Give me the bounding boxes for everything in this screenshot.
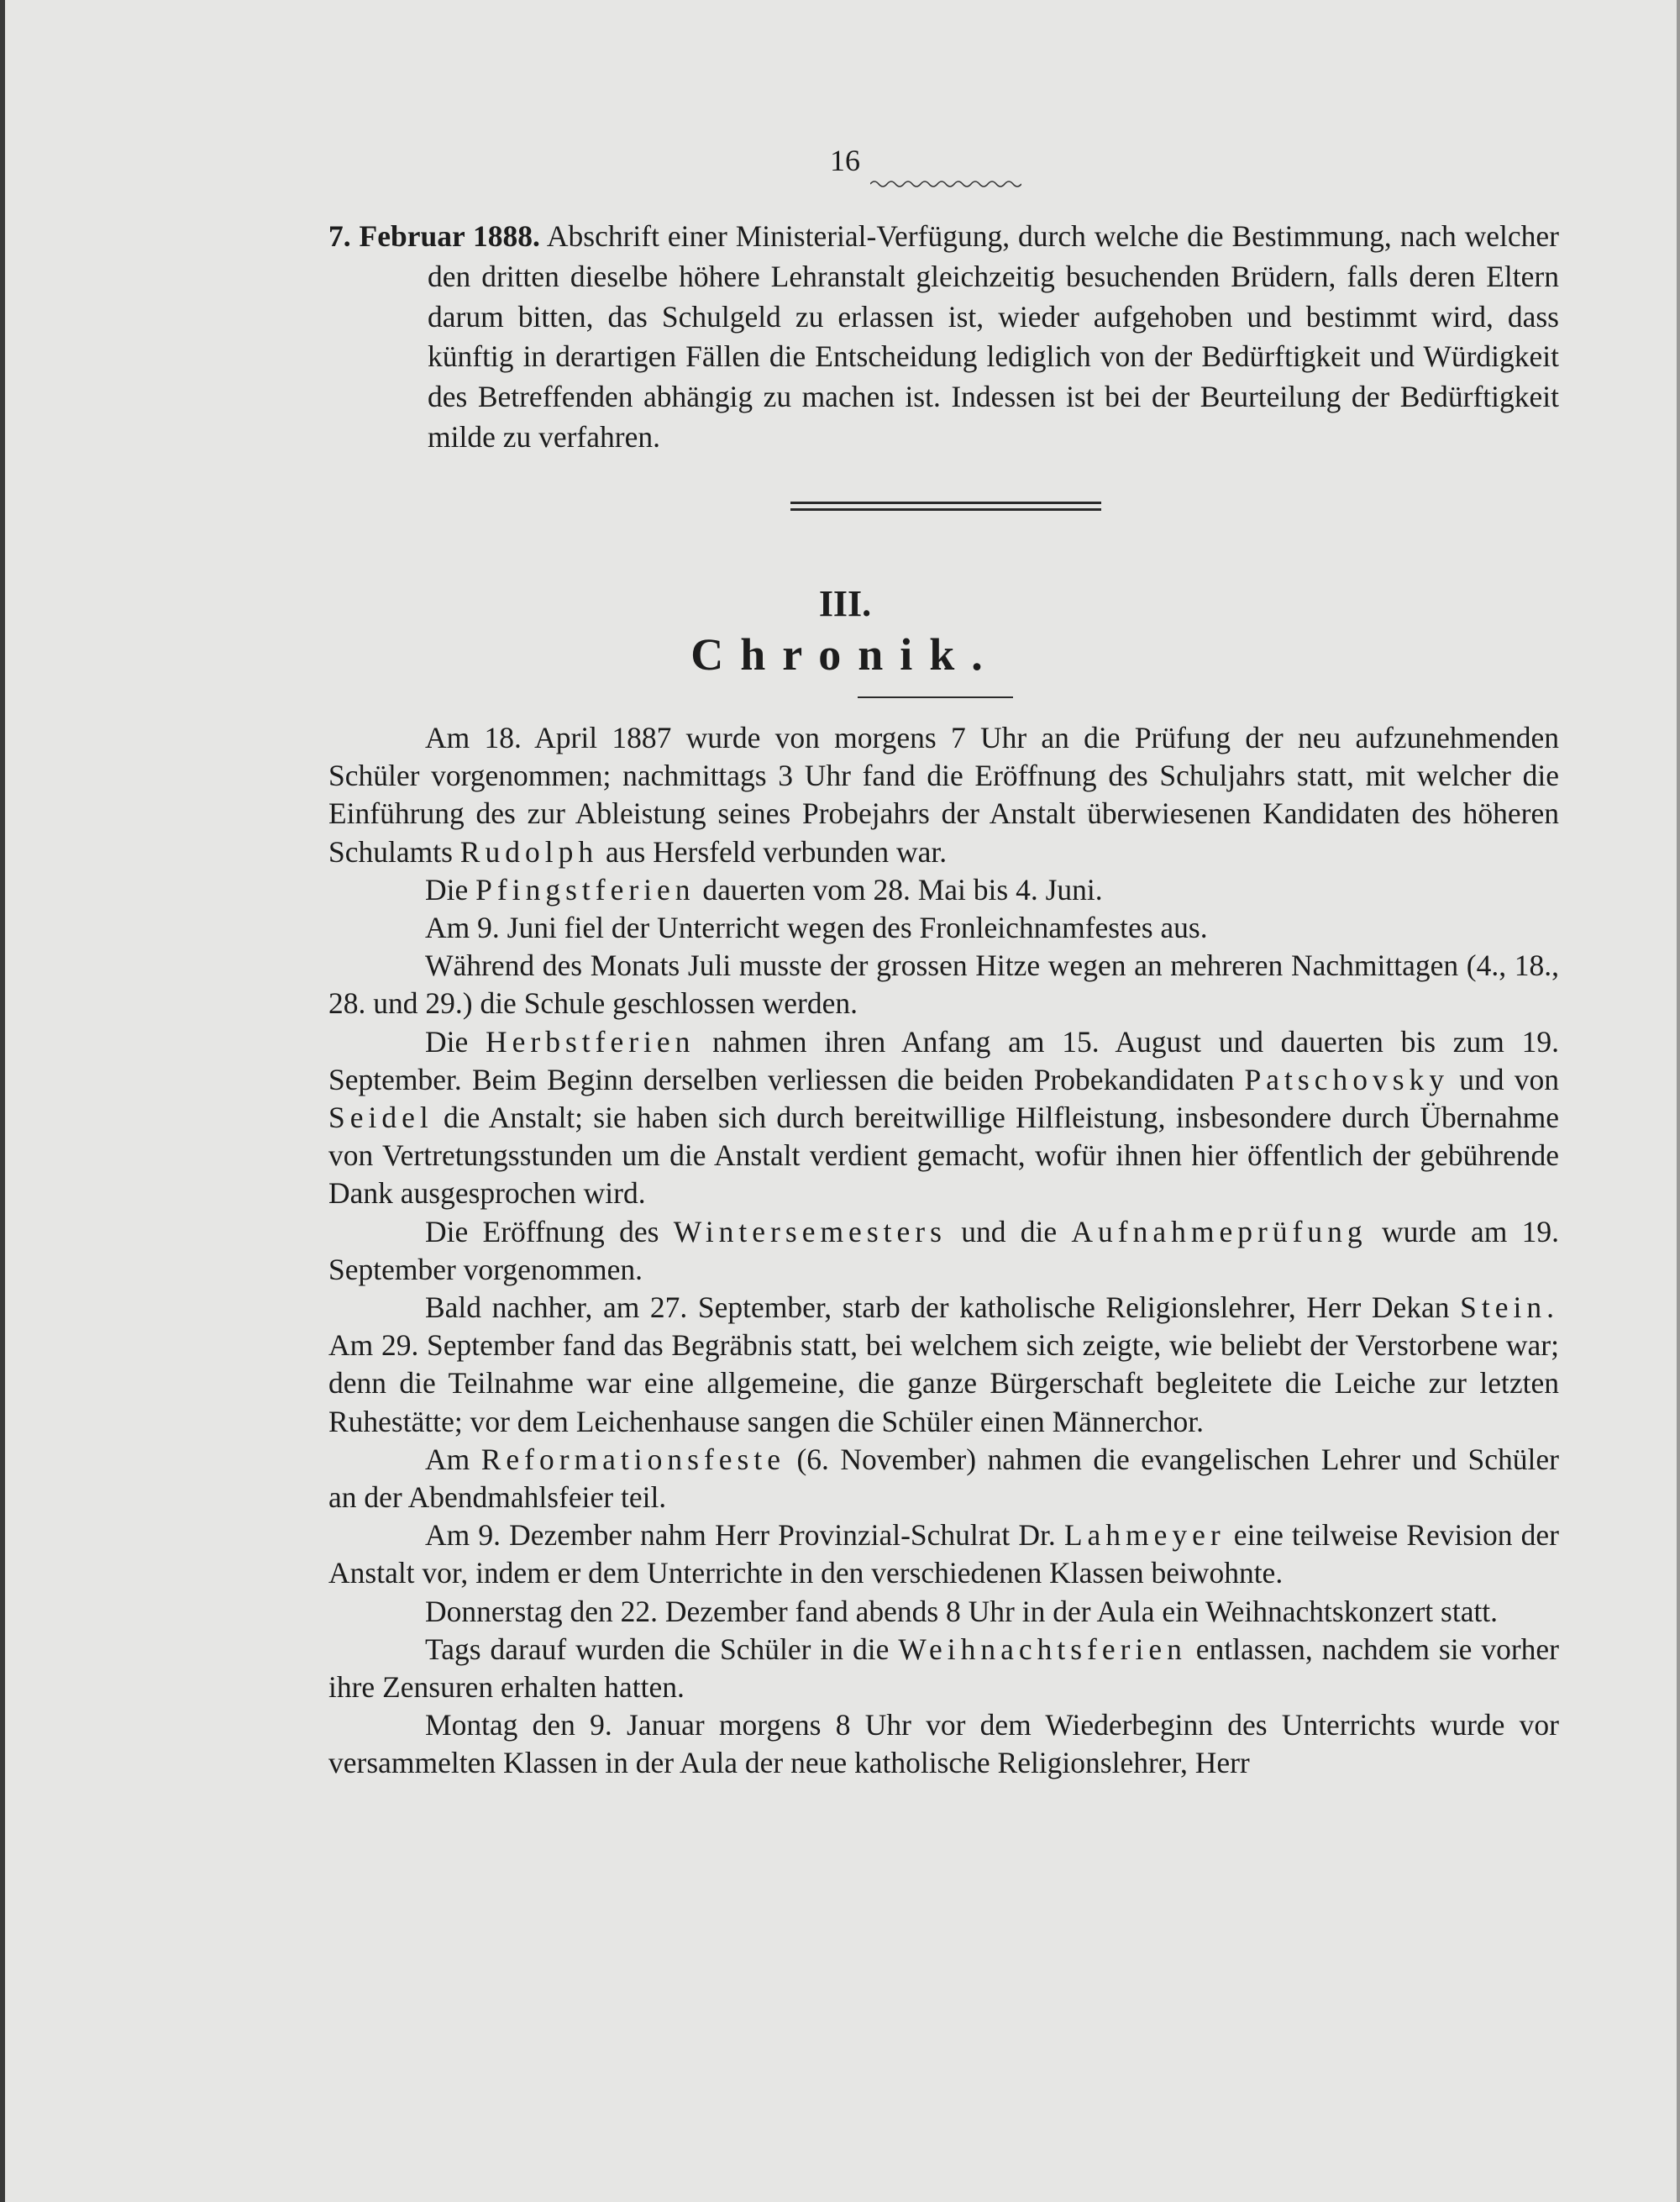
person-name: Stein. (1460, 1290, 1559, 1325)
person-name: Rudolph (459, 834, 599, 869)
chronik-paragraph: Donnerstag den 22. Dezember fand abends 8 Uhr in der Aula ein Weihnachtskonzert statt. (425, 1594, 1499, 1628)
text-run: dauerten vom 28. Mai bis 4. Juni. (695, 872, 1103, 907)
text-run: Am 9. Dezember nahm Herr Provinzial-Schulrat Dr. (425, 1518, 1064, 1553)
entry-text: Abschrift einer Ministerial-Verfügung, durch welche die Bestimmung, nach welcher den dritten dieselbe höhere Lehranstalt gleichzeitig besuchenden Brüdern, falls deren Eltern darum bitten, das Schulgeld zu erlassen ist, wieder aufgehoben und bestimmt wird, dass künftig in derartigen Fällen die Entscheidung lediglich von der Bedürftigkeit und Würdigkeit des Betreffenden abhängig zu machen ist. Indessen ist bei der Beurteilung der Bedürftigkeit milde zu verfahren. (428, 219, 1559, 454)
section-number: III. (818, 583, 872, 624)
chronik-paragraph (328, 1441, 1559, 1516)
emphasized-term: Herbstferien (486, 1024, 696, 1059)
chronik-paragraph (328, 1023, 1559, 1213)
emphasized-term: Weihnachtsferien (898, 1632, 1187, 1666)
text-run: eine teilweise Revision der Anstalt vor, indem er dem Unterrichte in den verschiedenen Klassen beiwohnte. (328, 1518, 1559, 1590)
entry-paragraph (328, 217, 1559, 458)
emphasized-term: Wintersemesters (673, 1214, 947, 1248)
text-run: nahmen ihren Anfang am 15. August und dauerten bis zum 19. September. Beim Beginn derselben verliessen die beiden Probekandidaten (328, 1024, 1559, 1096)
emphasized-term: Reformationsfeste (480, 1442, 785, 1476)
text-run: Die (425, 872, 476, 907)
text-run: aus Hersfeld verbunden war. (598, 834, 948, 869)
text-run: Tags darauf wurden die Schüler in die (425, 1632, 899, 1666)
text-run: und die (946, 1214, 1072, 1248)
emphasized-term: Pfingstferien (475, 872, 696, 907)
chronik-body (328, 719, 1559, 1783)
text-run: Am 18. April 1887 wurde von morgens 7 Uhr an die Prüfung der neu aufzunehmenden Schüler vorgenommen; nachmittags 3 Uhr fand die Eröffnung des Schuljahrs statt, mit welcher die Einführung des zur Ableistung seines Probejahrs der Anstalt überwiesenen Kandidaten des höheren Schulamts (328, 721, 1559, 869)
ministerial-entry (328, 217, 1559, 458)
chronik-paragraph: Während des Monats Juli musste der grossen Hitze wegen an mehreren Nachmittagen (4., 18., 28. und 29.) die Schule geschlossen werden. (328, 949, 1559, 1021)
page-number-ornament (870, 178, 1021, 190)
chronik-paragraph (328, 871, 1559, 909)
page-number: 16 (830, 144, 860, 177)
text-run: wurde am 19. September vorgenommen. (328, 1214, 1559, 1286)
text-run: Die (425, 1024, 486, 1059)
chronik-paragraph (328, 1213, 1559, 1289)
text-run: entlassen, nachdem sie vorher ihre Zensuren erhalten hatten. (328, 1632, 1559, 1705)
chronik-paragraph (328, 1289, 1559, 1441)
chronik-paragraph: Am 9. Juni fiel der Unterricht wegen des Fronleichnamfestes aus. (425, 911, 1208, 945)
emphasized-term: Aufnahmeprüfung (1071, 1214, 1368, 1248)
text-run: Am (425, 1442, 481, 1476)
chronik-paragraph: Montag den 9. Januar morgens 8 Uhr vor dem Wiederbeginn des Unterrichts wurde vor versammelten Klassen in der Aula der neue katholische Religionslehrer, Herr (328, 1708, 1559, 1780)
text-run: Die Eröffnung des (425, 1214, 674, 1248)
chronik-paragraph (328, 1516, 1559, 1592)
text-run: und von (1449, 1062, 1560, 1096)
text-run: Am 29. September fand das Begräbnis statt, bei welchem sich zeigte, wie beliebt der Verstorbene war; denn die Teilnahme war eine allgemeine, die ganze Bürgerschaft begleitete die Leiche zur letzten Ruhestätte; vor dem Leichenhause sangen die Schüler einen Männerchor. (328, 1328, 1559, 1438)
section-title: Chronik. (690, 629, 1000, 680)
person-name: Lahmeyer (1063, 1518, 1226, 1553)
entry-date: 7. Februar 1888. (328, 219, 540, 253)
chronik-paragraph (328, 719, 1559, 871)
text-run: Bald nachher, am 27. September, starb der katholische Religionslehrer, Herr Dekan (425, 1290, 1461, 1325)
person-name: Patschovsky (1244, 1062, 1450, 1096)
text-run: die Anstalt; sie haben sich durch bereitwillige Hilfleistung, insbesondere durch Übernahme von Vertretungsstunden um die Anstalt verdient gemacht, wofür ihnen hier öffentlich der gebührende Dank ausgesprochen wird. (328, 1101, 1559, 1211)
text-run: (6. November) nahmen die evangelischen Lehrer und Schüler an der Abendmahlsfeier teil. (328, 1442, 1559, 1515)
section-divider (790, 502, 1101, 511)
chronik-paragraph (328, 1631, 1559, 1706)
person-name: Seidel (328, 1101, 433, 1135)
title-underline (858, 696, 1013, 698)
